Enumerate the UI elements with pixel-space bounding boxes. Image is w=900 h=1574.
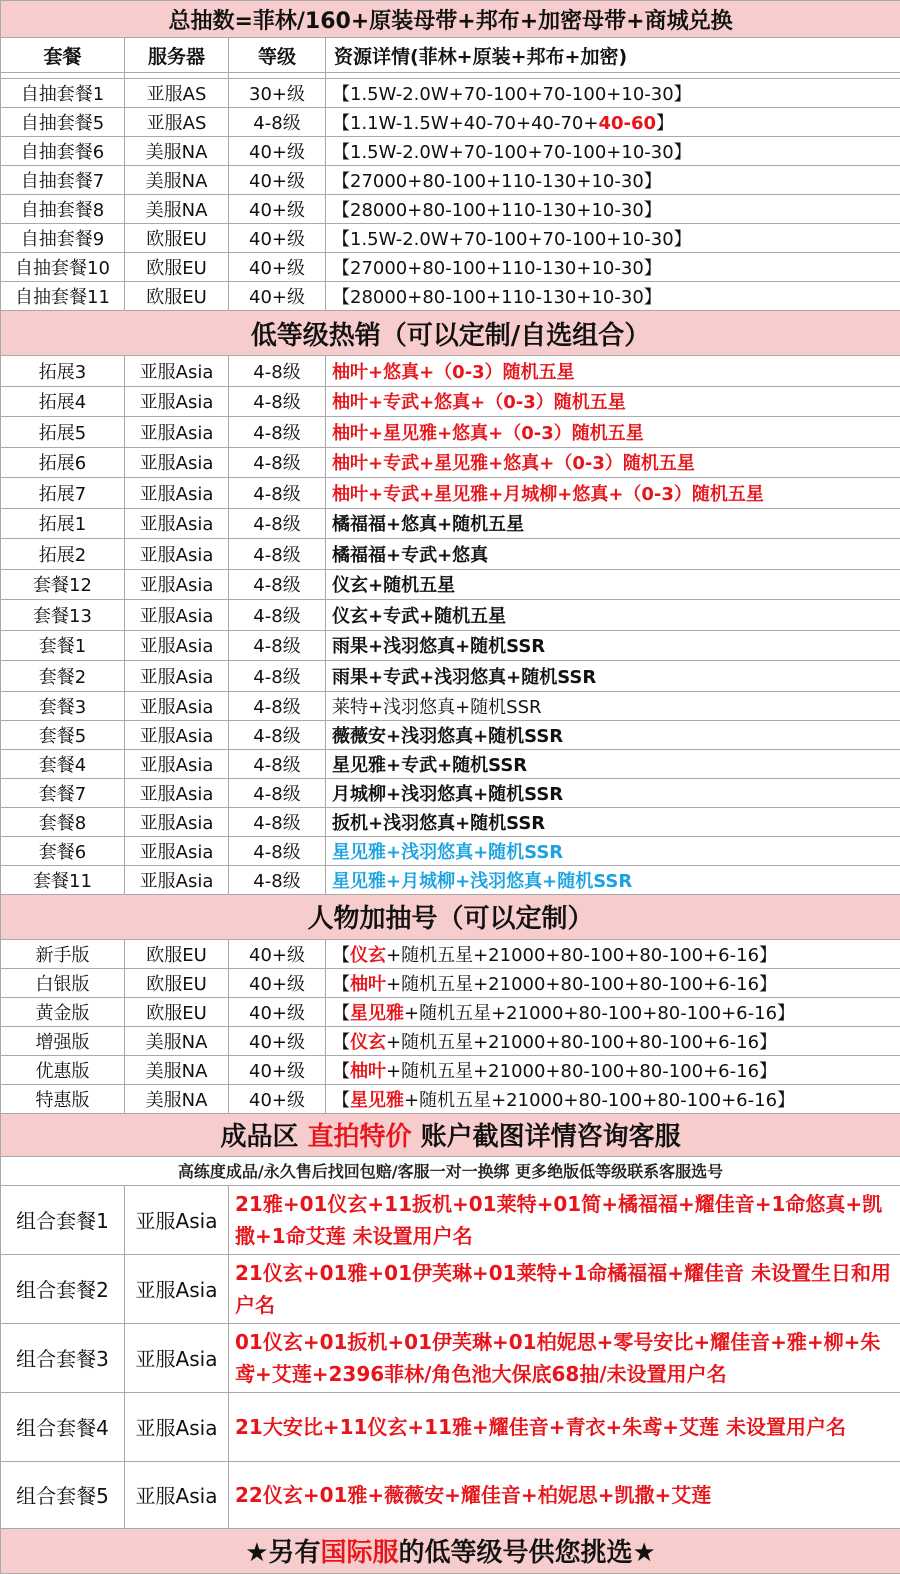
- server: 亚服Asia: [125, 1392, 229, 1461]
- detail-open: 【: [332, 1061, 350, 1082]
- low-level-row: [1, 508, 900, 539]
- level: 40+级: [229, 939, 326, 968]
- level: 4-8级: [229, 478, 326, 509]
- level: 30+级: [229, 79, 326, 108]
- server: 亚服Asia: [125, 1185, 229, 1254]
- package-name: 新手版: [1, 939, 125, 968]
- header-row: [1, 38, 900, 73]
- package-name: 套餐4: [1, 749, 125, 778]
- low-level-row: [1, 356, 900, 387]
- level: 4-8级: [229, 691, 326, 720]
- package-name: 黄金版: [1, 997, 125, 1026]
- shop-banner: [1, 1113, 900, 1156]
- character-name: 柚叶: [350, 974, 386, 995]
- server: 亚服Asia: [125, 630, 229, 661]
- low-level-row: [1, 478, 900, 509]
- resource-detail: 柚叶+专武+星见雅+月城柳+悠真+（0-3）随机五星: [326, 478, 900, 509]
- package-name: 套餐3: [1, 691, 125, 720]
- server: 亚服AS: [125, 79, 229, 108]
- character-row: [1, 997, 900, 1026]
- server: 亚服Asia: [125, 1254, 229, 1323]
- resource-detail: 柚叶+专武+悠真+（0-3）随机五星: [326, 386, 900, 417]
- level: 4-8级: [229, 417, 326, 448]
- low-level-row: [1, 569, 900, 600]
- server: 亚服Asia: [125, 749, 229, 778]
- character-row: [1, 968, 900, 997]
- detail-open: 【: [332, 974, 350, 995]
- level: 4-8级: [229, 865, 326, 894]
- level: 4-8级: [229, 720, 326, 749]
- resource-detail: 扳机+浅羽悠真+随机SSR: [326, 807, 900, 836]
- server: 欧服EU: [125, 939, 229, 968]
- level: 40+级: [229, 1055, 326, 1084]
- package-name: 套餐2: [1, 661, 125, 692]
- character-name: 星见雅: [350, 1090, 404, 1111]
- resource-detail: 星见雅+浅羽悠真+随机SSR: [326, 836, 900, 865]
- resource-detail: 星见雅+月城柳+浅羽悠真+随机SSR: [326, 865, 900, 894]
- low-level-row: [1, 386, 900, 417]
- footer-banner: [1, 1528, 900, 1573]
- server: 亚服Asia: [125, 778, 229, 807]
- resource-detail: 21仪玄+01雅+01伊芙琳+01莱特+1命橘福福+耀佳音 未设置生日和用户名: [229, 1254, 900, 1323]
- shop-banner-row: [1, 1113, 900, 1156]
- low-level-row: [1, 836, 900, 865]
- package-name: 组合套餐3: [1, 1323, 125, 1392]
- server: 亚服Asia: [125, 1323, 229, 1392]
- resource-detail: 仪玄+随机五星: [326, 569, 900, 600]
- package-name: 组合套餐2: [1, 1254, 125, 1323]
- shop-banner-part1: 成品区: [220, 1122, 307, 1152]
- server: 美服NA: [125, 1055, 229, 1084]
- resource-detail: [326, 224, 900, 253]
- server: 欧服EU: [125, 968, 229, 997]
- server: 亚服Asia: [125, 539, 229, 570]
- server: 亚服Asia: [125, 865, 229, 894]
- detail-end: 】: [656, 113, 674, 134]
- package-name: 自抽套餐9: [1, 224, 125, 253]
- resource-detail: 莱特+浅羽悠真+随机SSR: [326, 691, 900, 720]
- level: 4-8级: [229, 807, 326, 836]
- detail-rest: +随机五星+21000+80-100+80-100+6-16】: [386, 974, 777, 995]
- low-level-row: [1, 539, 900, 570]
- character-name: 仪玄: [350, 945, 386, 966]
- package-name: 自抽套餐6: [1, 137, 125, 166]
- level: 4-8级: [229, 508, 326, 539]
- resource-detail: 21雅+01仪玄+11扳机+01莱特+01简+橘福福+耀佳音+1命悠真+凯撒+1命艾莲 未设置用户名: [229, 1185, 900, 1254]
- level: 40+级: [229, 253, 326, 282]
- combo-row: [1, 1461, 900, 1528]
- package-name: 套餐5: [1, 720, 125, 749]
- level: 40+级: [229, 137, 326, 166]
- resource-detail: [326, 968, 900, 997]
- character-name: 仪玄: [350, 1032, 386, 1053]
- package-name: 套餐12: [1, 569, 125, 600]
- level: 40+级: [229, 997, 326, 1026]
- detail-main: 【1.5W-2.0W+70-100+70-100+10-30】: [332, 84, 692, 105]
- level: 40+级: [229, 1084, 326, 1113]
- server: 亚服Asia: [125, 569, 229, 600]
- level: 4-8级: [229, 569, 326, 600]
- package-name: 拓展1: [1, 508, 125, 539]
- server: 美服NA: [125, 137, 229, 166]
- server: 亚服Asia: [125, 691, 229, 720]
- low-level-row: [1, 661, 900, 692]
- self-draw-row: [1, 253, 900, 282]
- combo-row: [1, 1392, 900, 1461]
- detail-main: 【27000+80-100+110-130+10-30】: [332, 171, 662, 192]
- character-banner-row: [1, 894, 900, 939]
- package-name: 自抽套餐7: [1, 166, 125, 195]
- detail-open: 【: [332, 1032, 350, 1053]
- low-level-row: [1, 865, 900, 894]
- server: 亚服Asia: [125, 807, 229, 836]
- combo-row: [1, 1185, 900, 1254]
- level: 40+级: [229, 968, 326, 997]
- package-name: 自抽套餐10: [1, 253, 125, 282]
- package-name: 拓展6: [1, 447, 125, 478]
- detail-rest: +随机五星+21000+80-100+80-100+6-16】: [386, 1061, 777, 1082]
- server: 亚服Asia: [125, 600, 229, 631]
- level: 40+级: [229, 166, 326, 195]
- server: 欧服EU: [125, 282, 229, 311]
- package-name: 自抽套餐5: [1, 108, 125, 137]
- package-name: 优惠版: [1, 1055, 125, 1084]
- detail-main: 【1.5W-2.0W+70-100+70-100+10-30】: [332, 229, 692, 250]
- package-name: 拓展3: [1, 356, 125, 387]
- package-name: 拓展7: [1, 478, 125, 509]
- character-row: [1, 939, 900, 968]
- self-draw-row: [1, 108, 900, 137]
- server: 亚服Asia: [125, 356, 229, 387]
- combo-row: [1, 1323, 900, 1392]
- self-draw-row: [1, 166, 900, 195]
- resource-detail: 22仪玄+01雅+薇薇安+耀佳音+柏妮思+凯撒+艾莲: [229, 1461, 900, 1528]
- low-level-row: [1, 749, 900, 778]
- server: 亚服Asia: [125, 386, 229, 417]
- level: 4-8级: [229, 661, 326, 692]
- low-level-row: [1, 691, 900, 720]
- self-draw-row: [1, 195, 900, 224]
- level: 4-8级: [229, 600, 326, 631]
- package-name: 拓展4: [1, 386, 125, 417]
- resource-detail: [326, 253, 900, 282]
- detail-open: 【: [332, 945, 350, 966]
- character-name: 柚叶: [350, 1061, 386, 1082]
- resource-detail: 橘福福+悠真+随机五星: [326, 508, 900, 539]
- resource-detail: [326, 939, 900, 968]
- server: 欧服EU: [125, 253, 229, 282]
- combo-row: [1, 1254, 900, 1323]
- resource-detail: [326, 137, 900, 166]
- resource-detail: 月城柳+浅羽悠真+随机SSR: [326, 778, 900, 807]
- server: 美服NA: [125, 166, 229, 195]
- package-name: 白银版: [1, 968, 125, 997]
- package-name: 组合套餐1: [1, 1185, 125, 1254]
- resource-detail: 柚叶+悠真+（0-3）随机五星: [326, 356, 900, 387]
- footer-banner-row: [1, 1528, 900, 1573]
- low-level-row: [1, 600, 900, 631]
- server: 亚服Asia: [125, 720, 229, 749]
- server: 亚服Asia: [125, 508, 229, 539]
- server: 欧服EU: [125, 997, 229, 1026]
- server: 亚服AS: [125, 108, 229, 137]
- footer-part3: 的低等级号供您挑选★: [399, 1538, 656, 1568]
- footer-highlight: 国际服: [321, 1538, 399, 1568]
- top-banner: 总抽数=菲林/160+原装母带+邦布+加密母带+商城兑换: [1, 1, 900, 38]
- level: 4-8级: [229, 447, 326, 478]
- detail-rest: +随机五星+21000+80-100+80-100+6-16】: [386, 945, 777, 966]
- character-row: [1, 1055, 900, 1084]
- level: 4-8级: [229, 836, 326, 865]
- low-level-banner: 低等级热销（可以定制/自选组合）: [1, 311, 900, 356]
- resource-detail: 21大安比+11仪玄+11雅+耀佳音+青衣+朱鸢+艾莲 未设置用户名: [229, 1392, 900, 1461]
- resource-detail: [326, 282, 900, 311]
- package-name: 套餐13: [1, 600, 125, 631]
- package-name: 组合套餐5: [1, 1461, 125, 1528]
- level: 4-8级: [229, 386, 326, 417]
- resource-detail: 星见雅+专武+随机SSR: [326, 749, 900, 778]
- package-name: 自抽套餐8: [1, 195, 125, 224]
- resource-detail: [326, 1055, 900, 1084]
- resource-detail: [326, 195, 900, 224]
- detail-rest: +随机五星+21000+80-100+80-100+6-16】: [386, 1032, 777, 1053]
- level: 4-8级: [229, 749, 326, 778]
- server: 亚服Asia: [125, 447, 229, 478]
- level: 4-8级: [229, 630, 326, 661]
- resource-detail: [326, 166, 900, 195]
- resource-detail: 柚叶+星见雅+悠真+（0-3）随机五星: [326, 417, 900, 448]
- level: 40+级: [229, 282, 326, 311]
- header-detail: 资源详情(菲林+原装+邦布+加密): [326, 38, 900, 73]
- server: 美服NA: [125, 1026, 229, 1055]
- shop-note-row: [1, 1156, 900, 1185]
- low-level-banner-row: [1, 311, 900, 356]
- resource-detail: 仪玄+专武+随机五星: [326, 600, 900, 631]
- header-level: 等级: [229, 38, 326, 73]
- package-name: 套餐1: [1, 630, 125, 661]
- character-banner: 人物加抽号（可以定制）: [1, 894, 900, 939]
- package-name: 拓展5: [1, 417, 125, 448]
- server: 美服NA: [125, 1084, 229, 1113]
- header-package: 套餐: [1, 38, 125, 73]
- resource-detail: 橘福福+专武+悠真: [326, 539, 900, 570]
- server: 欧服EU: [125, 224, 229, 253]
- resource-detail: 01仪玄+01扳机+01伊芙琳+01柏妮思+零号安比+耀佳音+雅+柳+朱鸢+艾莲+2396菲林/角色池大保底68抽/未设置用户名: [229, 1323, 900, 1392]
- resource-detail: [326, 79, 900, 108]
- resource-detail: 柚叶+专武+星见雅+悠真+（0-3）随机五星: [326, 447, 900, 478]
- resource-detail: 薇薇安+浅羽悠真+随机SSR: [326, 720, 900, 749]
- package-name: 套餐7: [1, 778, 125, 807]
- level: 40+级: [229, 1026, 326, 1055]
- low-level-row: [1, 778, 900, 807]
- package-name: 拓展2: [1, 539, 125, 570]
- resource-detail: [326, 1084, 900, 1113]
- detail-rest: +随机五星+21000+80-100+80-100+6-16】: [404, 1090, 795, 1111]
- level: 4-8级: [229, 356, 326, 387]
- detail-rest: +随机五星+21000+80-100+80-100+6-16】: [404, 1003, 795, 1024]
- package-name: 套餐8: [1, 807, 125, 836]
- detail-main: 【1.1W-1.5W+40-70+40-70+: [332, 113, 598, 134]
- detail-main: 【28000+80-100+110-130+10-30】: [332, 200, 662, 221]
- resource-detail: 雨果+浅羽悠真+随机SSR: [326, 630, 900, 661]
- shop-note: 高练度成品/永久售后找回包赔/客服一对一换绑 更多绝版低等级联系客服选号: [1, 1156, 900, 1185]
- detail-highlight: 40-60: [598, 113, 656, 134]
- footer-part1: ★另有: [245, 1538, 320, 1568]
- server: 亚服Asia: [125, 478, 229, 509]
- low-level-row: [1, 807, 900, 836]
- resource-detail: [326, 1026, 900, 1055]
- detail-main: 【1.5W-2.0W+70-100+70-100+10-30】: [332, 142, 692, 163]
- low-level-row: [1, 447, 900, 478]
- shop-banner-highlight: 直拍特价: [308, 1122, 412, 1152]
- detail-open: 【: [332, 1090, 350, 1111]
- top-banner-row: [1, 1, 900, 38]
- detail-open: 【: [332, 1003, 350, 1024]
- server: 亚服Asia: [125, 1461, 229, 1528]
- level: 4-8级: [229, 778, 326, 807]
- resource-detail: [326, 108, 900, 137]
- resource-detail: [326, 997, 900, 1026]
- detail-main: 【28000+80-100+110-130+10-30】: [332, 287, 662, 308]
- package-name: 组合套餐4: [1, 1392, 125, 1461]
- self-draw-row: [1, 282, 900, 311]
- package-name: 特惠版: [1, 1084, 125, 1113]
- server: 亚服Asia: [125, 836, 229, 865]
- level: 4-8级: [229, 108, 326, 137]
- header-server: 服务器: [125, 38, 229, 73]
- server: 美服NA: [125, 195, 229, 224]
- character-row: [1, 1084, 900, 1113]
- resource-detail: 雨果+专武+浅羽悠真+随机SSR: [326, 661, 900, 692]
- server: 亚服Asia: [125, 417, 229, 448]
- low-level-row: [1, 417, 900, 448]
- self-draw-row: [1, 79, 900, 108]
- level: 4-8级: [229, 539, 326, 570]
- package-name: 自抽套餐11: [1, 282, 125, 311]
- package-name: 套餐6: [1, 836, 125, 865]
- self-draw-row: [1, 137, 900, 166]
- server: 亚服Asia: [125, 661, 229, 692]
- detail-main: 【27000+80-100+110-130+10-30】: [332, 258, 662, 279]
- low-level-row: [1, 720, 900, 749]
- character-row: [1, 1026, 900, 1055]
- package-name: 套餐11: [1, 865, 125, 894]
- self-draw-row: [1, 224, 900, 253]
- level: 40+级: [229, 224, 326, 253]
- package-name: 自抽套餐1: [1, 79, 125, 108]
- level: 40+级: [229, 195, 326, 224]
- package-name: 增强版: [1, 1026, 125, 1055]
- low-level-row: [1, 630, 900, 661]
- character-name: 星见雅: [350, 1003, 404, 1024]
- shop-banner-part3: 账户截图详情咨询客服: [412, 1122, 681, 1152]
